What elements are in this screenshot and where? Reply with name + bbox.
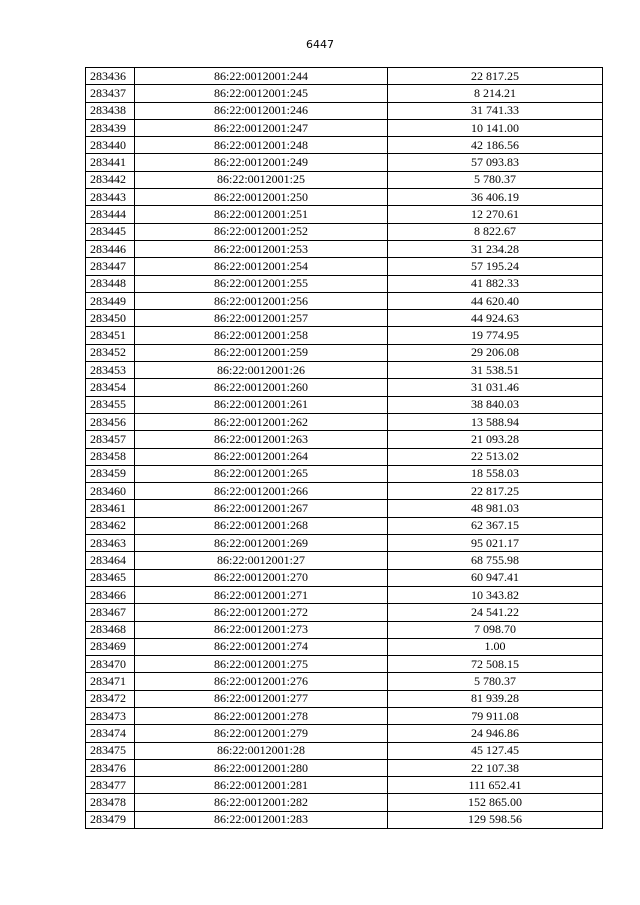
table-row: [86, 189, 603, 206]
table-row: [86, 569, 603, 586]
row-id-cell: 283472: [86, 690, 135, 707]
table-row: [86, 811, 603, 828]
value-cell: 60 947.41: [388, 569, 603, 586]
row-id-cell: 283438: [86, 102, 135, 119]
cadastral-number-cell: 86:22:0012001:259: [135, 344, 388, 361]
value-cell: 152 865.00: [388, 794, 603, 811]
cadastral-number-cell: 86:22:0012001:28: [135, 742, 388, 759]
table-row: [86, 535, 603, 552]
value-cell: 31 234.28: [388, 240, 603, 257]
cadastral-number-cell: 86:22:0012001:265: [135, 465, 388, 482]
cadastral-number-cell: 86:22:0012001:249: [135, 154, 388, 171]
value-cell: 12 270.61: [388, 206, 603, 223]
table-row: [86, 344, 603, 361]
table-row: [86, 154, 603, 171]
value-cell: 72 508.15: [388, 656, 603, 673]
cadastral-number-cell: 86:22:0012001:25: [135, 171, 388, 188]
cadastral-number-cell: 86:22:0012001:266: [135, 483, 388, 500]
value-cell: 5 780.37: [388, 673, 603, 690]
table-row: [86, 604, 603, 621]
table-row: [86, 379, 603, 396]
row-id-cell: 283478: [86, 794, 135, 811]
table-row: [86, 500, 603, 517]
cadastral-number-cell: 86:22:0012001:27: [135, 552, 388, 569]
table-row: [86, 119, 603, 136]
table-row: [86, 656, 603, 673]
table-row: [86, 362, 603, 379]
value-cell: 22 817.25: [388, 68, 603, 85]
table-row: [86, 621, 603, 638]
row-id-cell: 283460: [86, 483, 135, 500]
value-cell: 1.00: [388, 638, 603, 655]
table-row: [86, 794, 603, 811]
row-id-cell: 283447: [86, 258, 135, 275]
cadastral-number-cell: 86:22:0012001:274: [135, 638, 388, 655]
table-row: [86, 68, 603, 85]
cadastral-number-cell: 86:22:0012001:267: [135, 500, 388, 517]
cadastral-number-cell: 86:22:0012001:279: [135, 725, 388, 742]
table-row: [86, 586, 603, 603]
row-id-cell: 283475: [86, 742, 135, 759]
table-row: [86, 638, 603, 655]
cadastral-number-cell: 86:22:0012001:255: [135, 275, 388, 292]
value-cell: 19 774.95: [388, 327, 603, 344]
row-id-cell: 283444: [86, 206, 135, 223]
row-id-cell: 283469: [86, 638, 135, 655]
table-row: [86, 725, 603, 742]
cadastral-number-cell: 86:22:0012001:246: [135, 102, 388, 119]
row-id-cell: 283449: [86, 292, 135, 309]
table-row: [86, 483, 603, 500]
value-cell: 18 558.03: [388, 465, 603, 482]
table-row: [86, 396, 603, 413]
cadastral-number-cell: 86:22:0012001:269: [135, 535, 388, 552]
cadastral-table: [85, 67, 603, 829]
value-cell: 111 652.41: [388, 777, 603, 794]
value-cell: 57 195.24: [388, 258, 603, 275]
cadastral-number-cell: 86:22:0012001:245: [135, 85, 388, 102]
row-id-cell: 283455: [86, 396, 135, 413]
value-cell: 10 141.00: [388, 119, 603, 136]
table-row: [86, 102, 603, 119]
table-body: [86, 68, 603, 829]
value-cell: 48 981.03: [388, 500, 603, 517]
row-id-cell: 283454: [86, 379, 135, 396]
value-cell: 129 598.56: [388, 811, 603, 828]
cadastral-number-cell: 86:22:0012001:254: [135, 258, 388, 275]
cadastral-number-cell: 86:22:0012001:276: [135, 673, 388, 690]
value-cell: 8 822.67: [388, 223, 603, 240]
value-cell: 38 840.03: [388, 396, 603, 413]
table-row: [86, 292, 603, 309]
table-row: [86, 137, 603, 154]
cadastral-number-cell: 86:22:0012001:283: [135, 811, 388, 828]
value-cell: 7 098.70: [388, 621, 603, 638]
cadastral-number-cell: 86:22:0012001:248: [135, 137, 388, 154]
row-id-cell: 283473: [86, 707, 135, 724]
cadastral-number-cell: 86:22:0012001:252: [135, 223, 388, 240]
table-row: [86, 448, 603, 465]
value-cell: 31 538.51: [388, 362, 603, 379]
cadastral-number-cell: 86:22:0012001:281: [135, 777, 388, 794]
value-cell: 22 513.02: [388, 448, 603, 465]
row-id-cell: 283467: [86, 604, 135, 621]
value-cell: 22 107.38: [388, 759, 603, 776]
cadastral-number-cell: 86:22:0012001:263: [135, 431, 388, 448]
row-id-cell: 283453: [86, 362, 135, 379]
cadastral-number-cell: 86:22:0012001:264: [135, 448, 388, 465]
value-cell: 68 755.98: [388, 552, 603, 569]
cadastral-number-cell: 86:22:0012001:275: [135, 656, 388, 673]
row-id-cell: 283464: [86, 552, 135, 569]
value-cell: 79 911.08: [388, 707, 603, 724]
table-row: [86, 431, 603, 448]
row-id-cell: 283465: [86, 569, 135, 586]
table-row: [86, 413, 603, 430]
row-id-cell: 283457: [86, 431, 135, 448]
cadastral-number-cell: 86:22:0012001:261: [135, 396, 388, 413]
cadastral-number-cell: 86:22:0012001:253: [135, 240, 388, 257]
table-row: [86, 206, 603, 223]
value-cell: 81 939.28: [388, 690, 603, 707]
table-row: [86, 690, 603, 707]
table-row: [86, 171, 603, 188]
value-cell: 10 343.82: [388, 586, 603, 603]
row-id-cell: 283477: [86, 777, 135, 794]
cadastral-number-cell: 86:22:0012001:282: [135, 794, 388, 811]
value-cell: 44 620.40: [388, 292, 603, 309]
cadastral-number-cell: 86:22:0012001:244: [135, 68, 388, 85]
cadastral-number-cell: 86:22:0012001:256: [135, 292, 388, 309]
page-number: 6447: [306, 38, 334, 51]
cadastral-number-cell: 86:22:0012001:273: [135, 621, 388, 638]
row-id-cell: 283458: [86, 448, 135, 465]
row-id-cell: 283441: [86, 154, 135, 171]
row-id-cell: 283468: [86, 621, 135, 638]
row-id-cell: 283463: [86, 535, 135, 552]
value-cell: 24 541.22: [388, 604, 603, 621]
value-cell: 21 093.28: [388, 431, 603, 448]
row-id-cell: 283452: [86, 344, 135, 361]
table-row: [86, 673, 603, 690]
row-id-cell: 283456: [86, 413, 135, 430]
value-cell: 5 780.37: [388, 171, 603, 188]
value-cell: 62 367.15: [388, 517, 603, 534]
table-row: [86, 517, 603, 534]
row-id-cell: 283461: [86, 500, 135, 517]
cadastral-number-cell: 86:22:0012001:271: [135, 586, 388, 603]
value-cell: 29 206.08: [388, 344, 603, 361]
table-row: [86, 552, 603, 569]
value-cell: 41 882.33: [388, 275, 603, 292]
cadastral-number-cell: 86:22:0012001:272: [135, 604, 388, 621]
row-id-cell: 283446: [86, 240, 135, 257]
cadastral-number-cell: 86:22:0012001:260: [135, 379, 388, 396]
row-id-cell: 283470: [86, 656, 135, 673]
cadastral-number-cell: 86:22:0012001:257: [135, 310, 388, 327]
table-row: [86, 85, 603, 102]
value-cell: 31 741.33: [388, 102, 603, 119]
row-id-cell: 283439: [86, 119, 135, 136]
row-id-cell: 283445: [86, 223, 135, 240]
cadastral-number-cell: 86:22:0012001:262: [135, 413, 388, 430]
row-id-cell: 283474: [86, 725, 135, 742]
table-row: [86, 707, 603, 724]
table-row: [86, 759, 603, 776]
value-cell: 45 127.45: [388, 742, 603, 759]
row-id-cell: 283451: [86, 327, 135, 344]
cadastral-number-cell: 86:22:0012001:258: [135, 327, 388, 344]
value-cell: 24 946.86: [388, 725, 603, 742]
row-id-cell: 283471: [86, 673, 135, 690]
row-id-cell: 283479: [86, 811, 135, 828]
value-cell: 31 031.46: [388, 379, 603, 396]
table-row: [86, 258, 603, 275]
cadastral-number-cell: 86:22:0012001:26: [135, 362, 388, 379]
row-id-cell: 283459: [86, 465, 135, 482]
table-row: [86, 223, 603, 240]
row-id-cell: 283466: [86, 586, 135, 603]
table-row: [86, 310, 603, 327]
cadastral-number-cell: 86:22:0012001:277: [135, 690, 388, 707]
row-id-cell: 283443: [86, 189, 135, 206]
cadastral-number-cell: 86:22:0012001:268: [135, 517, 388, 534]
cadastral-number-cell: 86:22:0012001:247: [135, 119, 388, 136]
table-row: [86, 777, 603, 794]
value-cell: 36 406.19: [388, 189, 603, 206]
row-id-cell: 283442: [86, 171, 135, 188]
row-id-cell: 283436: [86, 68, 135, 85]
value-cell: 42 186.56: [388, 137, 603, 154]
value-cell: 13 588.94: [388, 413, 603, 430]
cadastral-number-cell: 86:22:0012001:270: [135, 569, 388, 586]
row-id-cell: 283437: [86, 85, 135, 102]
row-id-cell: 283476: [86, 759, 135, 776]
table-row: [86, 275, 603, 292]
table-row: [86, 465, 603, 482]
table-row: [86, 240, 603, 257]
value-cell: 44 924.63: [388, 310, 603, 327]
row-id-cell: 283448: [86, 275, 135, 292]
value-cell: 22 817.25: [388, 483, 603, 500]
cadastral-number-cell: 86:22:0012001:250: [135, 189, 388, 206]
value-cell: 95 021.17: [388, 535, 603, 552]
value-cell: 57 093.83: [388, 154, 603, 171]
value-cell: 8 214.21: [388, 85, 603, 102]
row-id-cell: 283440: [86, 137, 135, 154]
row-id-cell: 283462: [86, 517, 135, 534]
cadastral-number-cell: 86:22:0012001:280: [135, 759, 388, 776]
table-row: [86, 742, 603, 759]
cadastral-number-cell: 86:22:0012001:251: [135, 206, 388, 223]
table-row: [86, 327, 603, 344]
row-id-cell: 283450: [86, 310, 135, 327]
cadastral-number-cell: 86:22:0012001:278: [135, 707, 388, 724]
